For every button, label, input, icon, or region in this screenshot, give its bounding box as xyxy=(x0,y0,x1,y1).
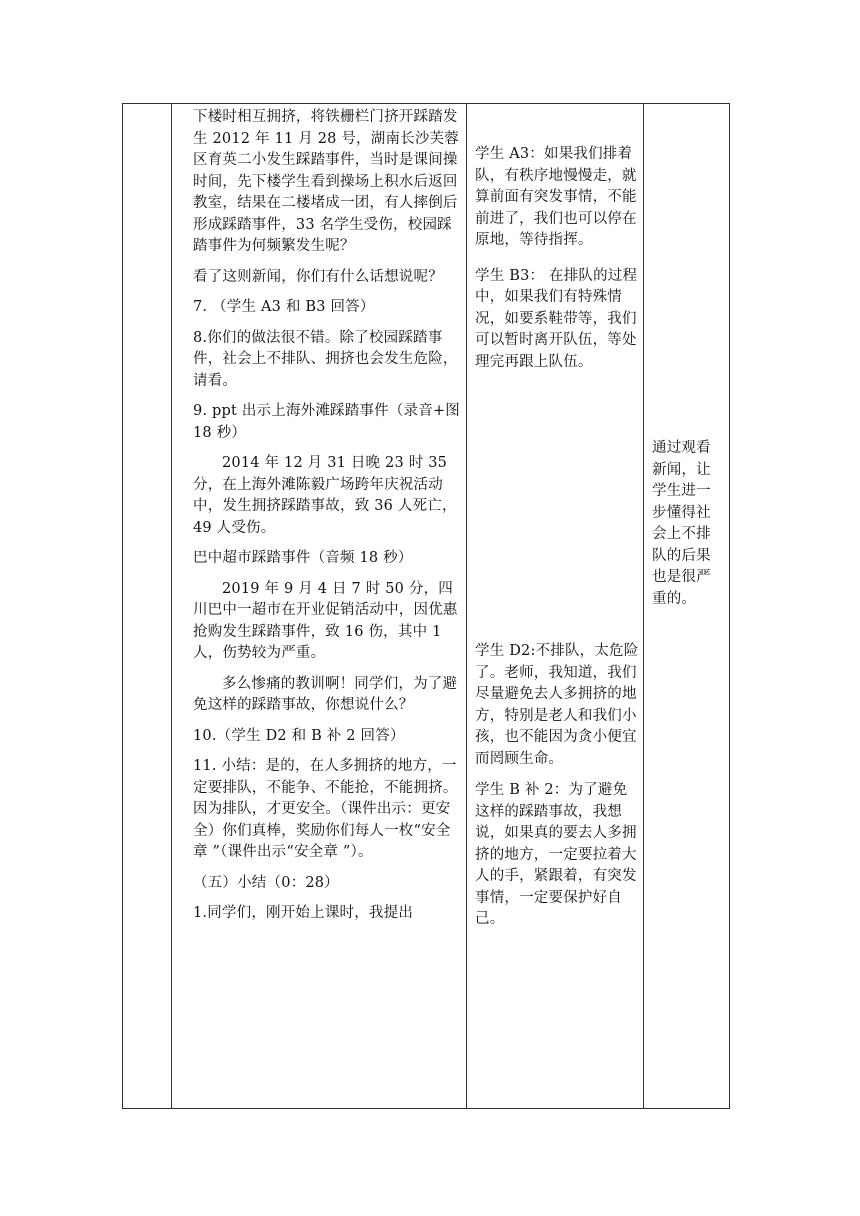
student-answer: 学生 D2:不排队，太危险了。老师，我知道，我们尽量避免去人多拥挤的地方，特别是老人和我们小孩，也不能因为贪小便宜而罔顾生命。 xyxy=(475,643,639,767)
text-paragraph: 9. ppt 出示上海外滩踩踏事件（录音+图 18 秒） xyxy=(193,403,460,441)
student-answer: 学生 B3： 在排队的过程中，如果我们有特殊情况，如要系鞋带等，我们可以暂时离开队伍，等处理完再跟上队伍。 xyxy=(475,267,638,370)
design-intent-column xyxy=(645,104,729,1108)
teacher-activity-column xyxy=(187,104,467,1108)
design-intent-text: 通过观看新闻，让学生进一步懂得社会上不排队的后果也是很严重的。 xyxy=(652,440,711,607)
text-paragraph: 1.同学们，刚开始上课时，我提出 xyxy=(193,905,414,921)
text-paragraph: 下楼时相互拥挤，将铁栅栏门挤开踩踏发生 2012 年 11 月 28 号，湖南长沙芙蓉区育英二小发生踩踏事件，当时是课间操时间，先下楼学生看到操场上积水后返回教室，结果在二楼堵成一团，有人摔倒后形成踩踏事件，33 名学生受伤，校园踩踏事件为何频繁发生呢？ xyxy=(193,109,459,254)
text-paragraph: 2014 年 12 月 31 日晚 23 时 35 分，在上海外滩陈毅广场跨年庆祝活动中，发生拥挤踩踏事故，致 36 人死亡，49 人受伤。 xyxy=(193,455,457,536)
section-heading: （五）小结（0：28） xyxy=(193,874,339,891)
text-paragraph: 2019 年 9 月 4 日 7 时 50 分，四川巴中一超市在开业促销活动中，因优惠抢购发生踩踏事件，致 16 伤，其中 1 人，伤势较为严重。 xyxy=(193,580,458,661)
text-paragraph: 10.（学生 D2 和 B 补 2 回答） xyxy=(193,727,405,744)
text-paragraph: 7. （学生 A3 和 B3 回答） xyxy=(193,299,375,315)
lesson-table xyxy=(122,103,730,1109)
text-paragraph: 多么惨痛的教训啊！同学们，为了避免这样的踩踏事故，你想说什么？ xyxy=(193,675,458,713)
text-paragraph: 11. 小结：是的，在人多拥挤的地方，一定要排队，不能争、不能抢，不能拥挤。因为排队，才更安全。（课件出示：更安全）你们真棒，奖励你们每人一枚“安全章 ”（课件出示“安全章 ”）。 xyxy=(193,758,458,860)
text-paragraph: 巴中超市踩踏事件（音频 18 秒） xyxy=(193,550,413,566)
stage-column xyxy=(123,104,171,1108)
student-answer: 学生 B 补 2：为了避免这样的踩踏事故，我想说，如果真的要去人多拥挤的地方，一定要拉着大人的手，紧跟着，有突发事情，一定要保护好自己。 xyxy=(475,782,637,927)
column-divider xyxy=(171,104,172,1108)
student-answer: 学生 A3：如果我们排着队，有秩序地慢慢走，就算前面有突发事情，不能前进了，我们也可以停在原地，等待指挥。 xyxy=(475,146,637,248)
student-activity-column xyxy=(468,104,644,1108)
text-paragraph: 8.你们的做法很不错。除了校园踩踏事件，社会上不排队、拥挤也会发生危险，请看。 xyxy=(193,329,458,389)
text-paragraph: 看了这则新闻，你们有什么话想说呢？ xyxy=(193,268,443,285)
